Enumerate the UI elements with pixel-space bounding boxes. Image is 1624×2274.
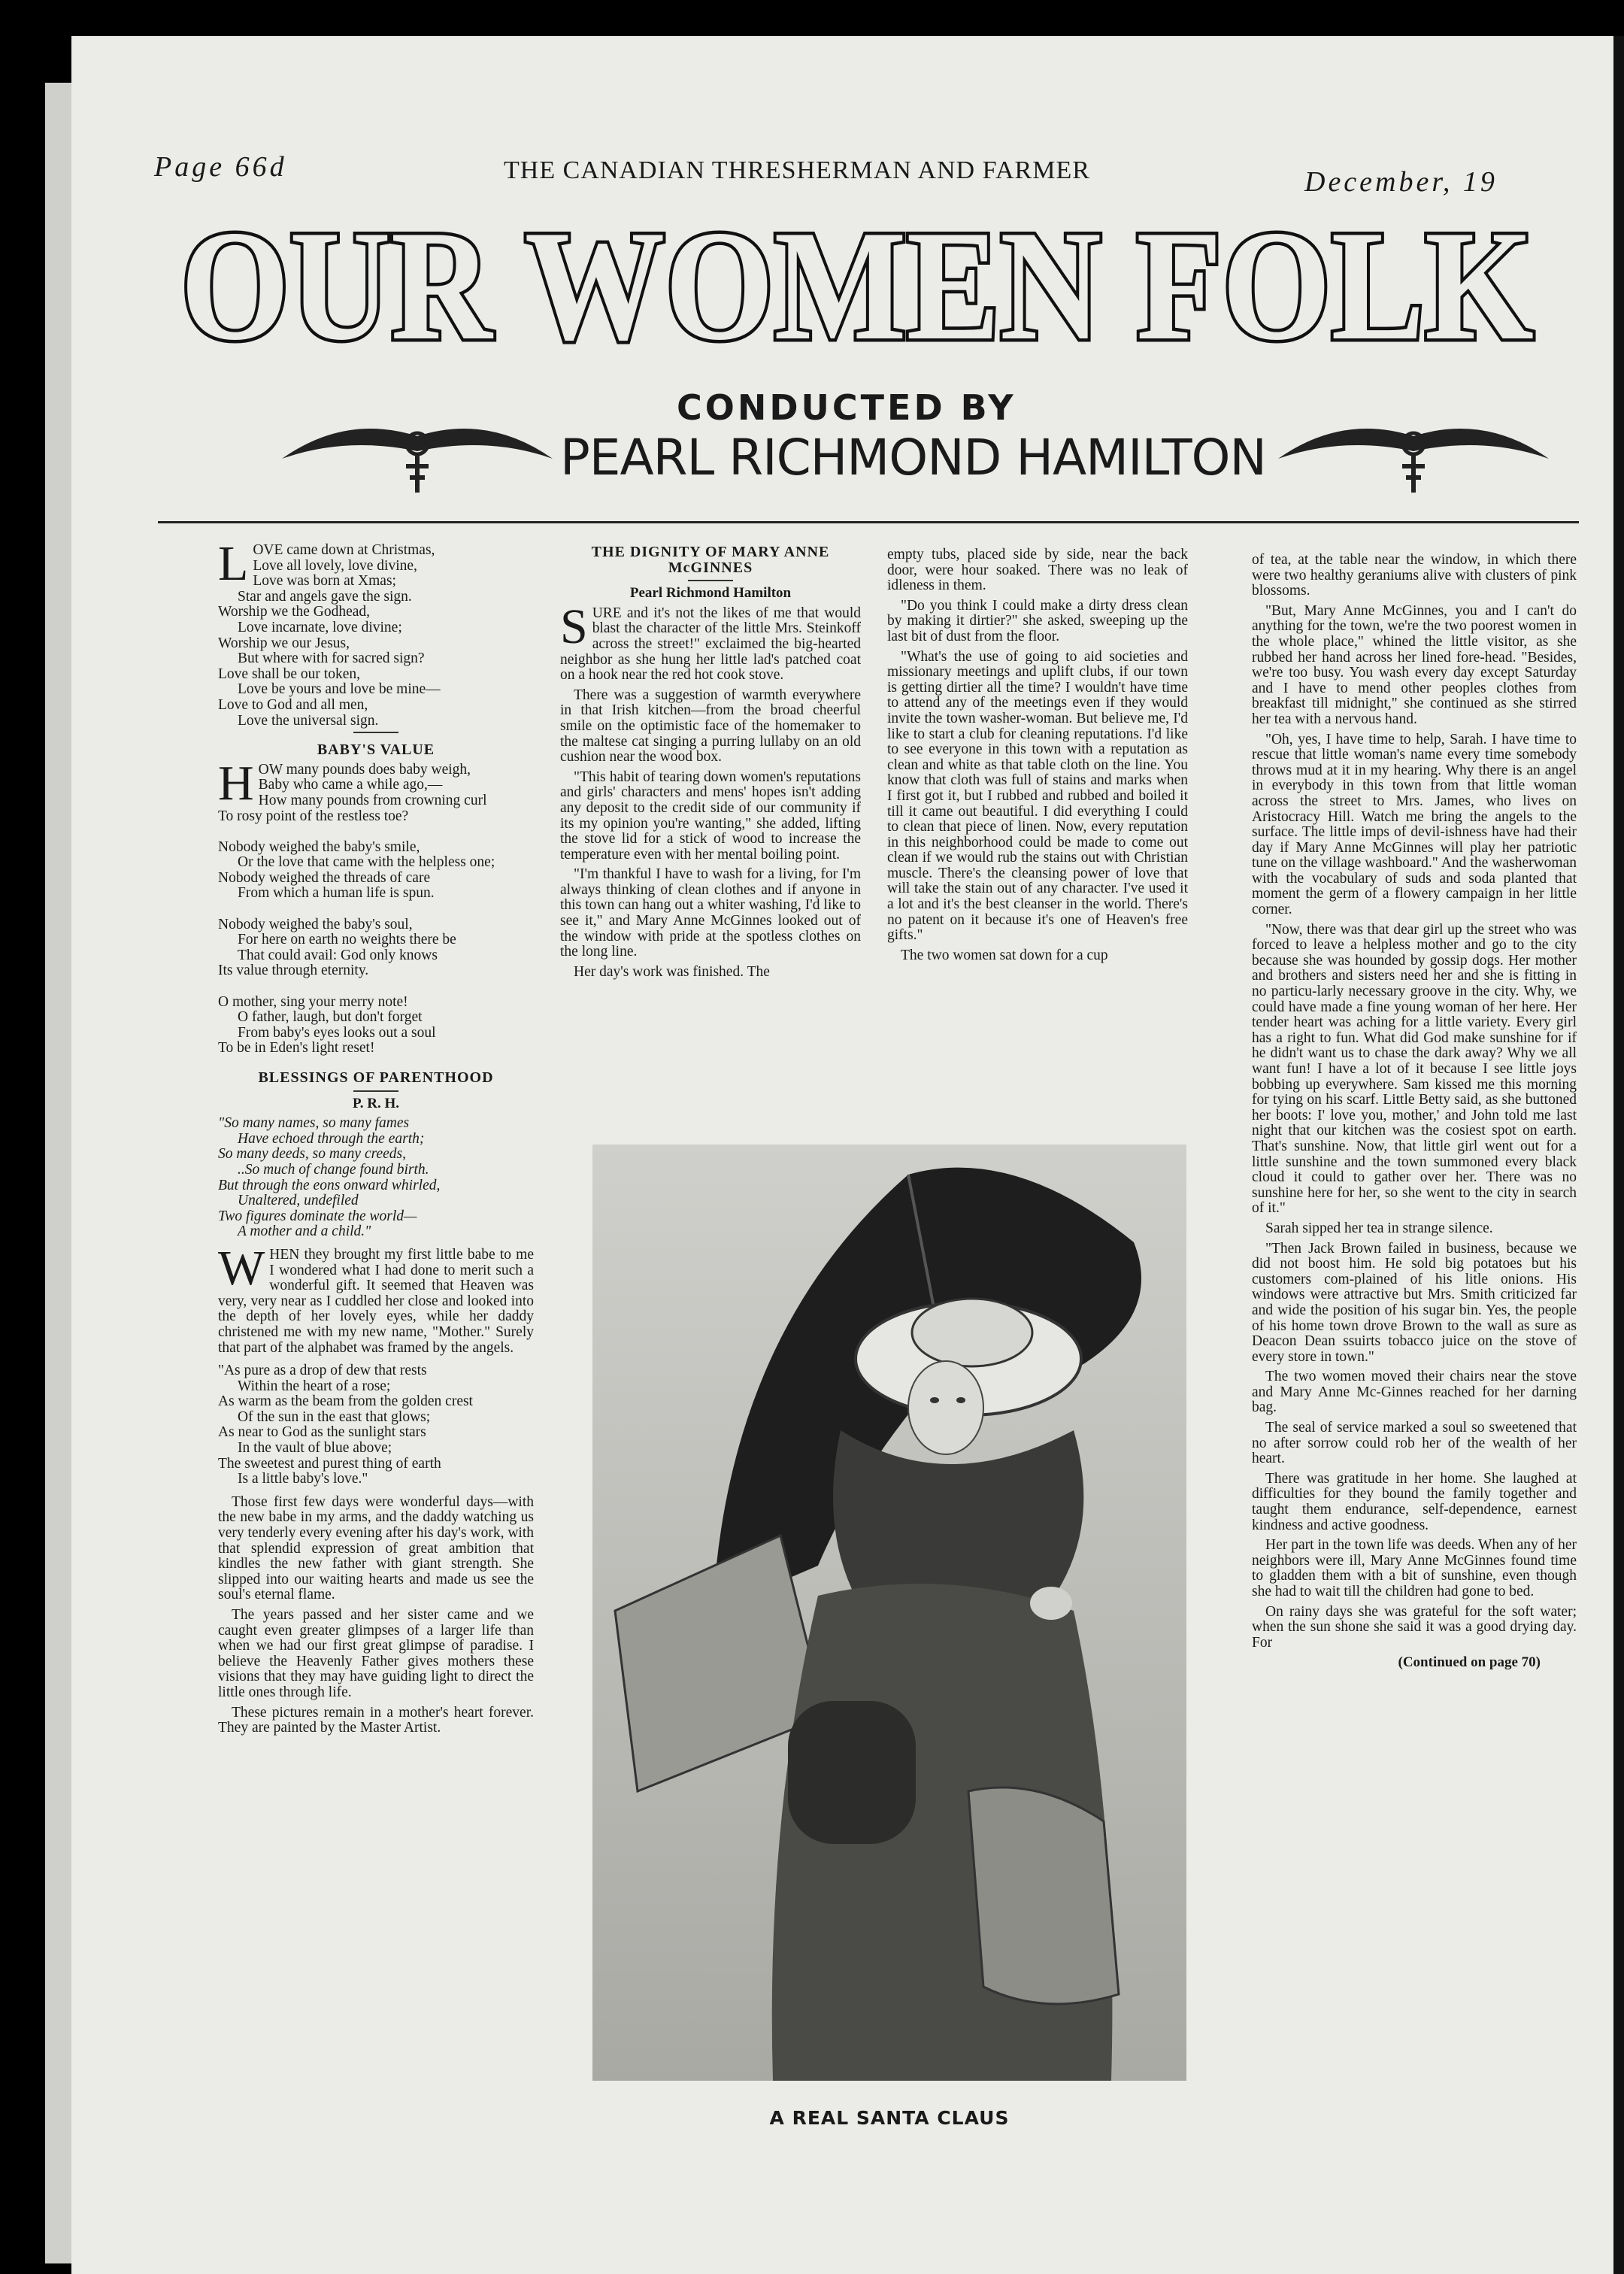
blessings-byline: P. R. H. [352,1095,400,1111]
poem-line: Nobody weighed the baby's smile, [218,838,420,855]
poem-line: Love be yours and love be mine— [238,681,441,698]
section-rule [353,1090,398,1092]
column-1 [218,536,534,1741]
babys-value-poem [218,755,534,1057]
paragraph: Sarah sipped her tea in strange silence. [1265,1220,1493,1236]
drop-cap: S [560,599,588,654]
poem-line: Worship we the Godhead, [218,604,371,620]
paragraph-text: URE and it's not the likes of me that would blast the character of the little Mrs. Steinkoff across the street!" exclaimed the big-hearted neighbor as she hung her little lad's patched coat on a hook near the red hot cook stove. [560,605,861,684]
poem-line: How many pounds from crowning curl [258,792,487,808]
column-4 [1252,553,1577,1671]
paragraph: On rainy days she was grateful for the soft water; when the sun shone she said it was a good drying day. For [1252,1603,1577,1651]
poem-line: In the vault of blue above; [238,1440,392,1457]
paragraph [218,1240,534,1356]
poem-line: For here on earth no weights there be [238,932,456,948]
conducted-by: CONDUCTED BY [677,387,1017,428]
header-rule [158,521,1579,523]
paragraph: The two women moved their chairs near the stove and Mary Anne Mc-Ginnes reached for her darning bag. [1252,1369,1577,1416]
page-gutter [1613,36,1624,2274]
paragraph [560,599,861,684]
poem-line: But where with for sacred sign? [238,650,425,667]
article-byline: Pearl Richmond Hamilton [629,585,792,602]
running-head [0,128,1624,198]
poem-line: Two figures dominate the world— [218,1208,417,1224]
poem-line: ..So much of change found birth. [238,1161,429,1178]
poem-line: Have echoed through the earth; [238,1130,425,1147]
paragraph-text: HEN they brought my first little babe to me I wondered what I had done to merit such a wonderful gift. It seemed that Heaven was very, very near as I cuddled her close and looked into the depth of her lovely eyes, while her daddy christened me with my new name, "Mother." Surely that part of the alphabet was framed by the angels. [218,1246,534,1356]
drop-cap: W [218,1240,265,1296]
issue-date: December, 19 [1304,166,1498,198]
poem-line: "As pure as a drop of dew that rests [218,1363,427,1379]
poem-line: From which a human life is spun. [238,885,435,902]
drop-cap: L [218,536,249,591]
right-ornament [1274,406,1553,496]
paragraph: The two women sat down for a cup [901,947,1108,963]
paragraph: The years passed and her sister came and we caught even greater glimpses of a larger life than when we had our first great glimpse of paradise. I believe the Heavenly Father gives mothers these visions that they may have guiding light to direct the little ones through life. [218,1607,534,1700]
paragraph: "This habit of tearing down women's reputations and girls' characters and mens' hopes isn't adding any deposit to the credit side of our community if its my opinion you're wanting," she added, lifting the stove lid for a stick of wood to increase the temperature even with her mental boiling point. [560,769,861,863]
poem-line: Of the sun in the east that glows; [238,1408,431,1425]
continued-note: (Continued on page 70) [1398,1654,1541,1671]
poem-line: O mother, sing your merry note! [218,993,408,1010]
poem-line: Within the heart of a rose; [238,1378,391,1394]
poem-line: O father, laugh, but don't forget [238,1009,423,1026]
drop-cap: H [218,755,254,811]
poem-line: From baby's eyes looks out a soul [238,1024,436,1041]
paragraph: empty tubs, placed side by side, near the back door, were hour soaked. There was no leak of idleness in them. [887,547,1188,594]
paragraph: "Now, there was that dear girl up the street who was forced to leave a helpless mother and go to the city because she was hounded by gossip dogs. Her mother and brothers and sisters need her and she is fitting in no particu-larly necessary groove in the city. Why, we could have made a fine young woman of her here. Her tender heart was aching for a little variety. Every girl has a right to fun. What did God make sunshine for if he didn't want us to chase the dark away? Why we all want fun! I have a lot of it because I see little joys bobbing up everywhere. Sam kissed me this morning for tying on his scarf. Little Betty said, as she buttoned her boots: I' love you, mother,' and John told me last night that our kitchen was the cosiest spot on earth. That's sunshine. Now, that little girl went out for a little sunshine and the town summoned every black cloud it could to gather over her. There was no sunshine here for her, so she went to the city in search of it." [1252,921,1577,1217]
column-author: PEARL RICHMOND HAMILTON [560,429,1266,487]
poem-line: OVE came down at Christmas, [253,542,435,558]
poem-line: Nobody weighed the baby's soul, [218,916,413,932]
poem-line: Nobody weighed the threads of care [218,869,431,886]
poem-line: "So many names, so many fames [218,1115,410,1132]
paragraph: There was gratitude in her home. She laughed at difficulties for they bound the family together and taught them endurance, self-dependence, earnest kindness and active goodness. [1252,1470,1577,1533]
poem-line: But through the eons onward whirled, [218,1177,441,1193]
paragraph: These pictures remain in a mother's heart forever. They are painted by the Master Artist. [218,1704,534,1736]
poem-line: OW many pounds does baby weigh, [258,761,471,778]
article-heading: THE DIGNITY OF MARY ANNE McGINNES [591,544,830,576]
poem-line: That could avail: God only knows [238,947,438,963]
paragraph: "But, Mary Anne McGinnes, you and I can't do anything for the town, we're the two poorest women in the whole place," whined the little visitor, as she rubbed her hand across her lined fore-head. "Besides, we're too busy. You wash every day except Saturday and I have to mend other peoples clothes from breakfast till midnight," she continued as she stirred her tea with a nervous hand. [1252,602,1577,727]
poem-line: Is a little baby's love." [238,1471,368,1487]
stanza-break [218,979,534,995]
section-rule [688,580,733,581]
stanza-break [218,902,534,917]
paragraph: "Do you think I could make a dirty dress clean by making it dirtier?" she asked, sweeping up the last bit of dust from the floor. [887,597,1188,644]
poem-line: Love all lovely, love divine, [253,557,417,574]
poem-line: Love to God and all men, [218,696,368,713]
paragraph: Those first few days were wonderful days—with the new babe in my arms, and the daddy watching us very tenderly every evening after his day's work, with that splendid expression of great ambition that kindles the new father with giant strength. She slipped into our waiting hearts and made us see the soul's eternal flame. [218,1493,534,1603]
babys-value-heading: BABY'S VALUE [317,741,435,759]
poem-lines [218,536,534,729]
poem-line: Unaltered, undefiled [238,1193,359,1209]
paragraph: of tea, at the table near the window, in which there were two healthy geraniums alive with clusters of pink blossoms. [1252,552,1577,599]
photograph [592,1145,1186,2081]
paragraph: There was a suggestion of warmth everywhere in that Irish kitchen—from the broad cheerful smile on the optimistic face of the homemaker to the maltese cat singing a purring lullaby on an old cushion near the wood box. [560,687,861,766]
poem-line: To rosy point of the restless toe? [218,808,409,824]
poem-lines [218,1363,534,1487]
paragraph: Her day's work was finished. The [574,963,770,980]
poem-line: To be in Eden's light reset! [218,1040,375,1057]
stanza-break [218,824,534,840]
section-rule [353,732,398,733]
poem-line: Love the universal sign. [238,712,379,729]
poem-line: Worship we our Jesus, [218,635,350,651]
poem-line: A mother and a child." [238,1223,371,1240]
column-3 [887,547,1188,968]
epigraph [218,1116,534,1240]
poem-line: Love incarnate, love divine; [238,619,402,635]
paragraph: "I'm thankful I have to wash for a living, for I'm always thinking of clean clothes and if anyone in this town can hang out a whiter washing, I'd like to see it," and Mary Anne McGinnes looked out of the window with pride at the spotless clothes on the long line. [560,866,861,960]
poem-line: Love was born at Xmas; [253,573,396,590]
poem-line: As warm as the beam from the golden crest [218,1393,473,1410]
paragraph: Her part in the town life was deeds. When any of her neighbors were ill, Mary Anne McGinnes found time to gladden them with a bit of sunshine, even though she had to wait till the children had gone to bed. [1252,1537,1577,1599]
paragraph: "What's the use of going to aid societies and missionary meetings and uplift clubs, if our town is getting dirtier all the time? I wouldn't have time to attend any of the meetings even if they would invite the town washer-woman. But believe me, I'd like to start a club for cleaning reputations. I'd like to see everyone in this town with a reputation as clean and white as that table cloth on the line. You know that cloth was full of stains and marks when I first got it, but I rubbed and rubbed and boiled it till it came out beautiful. I did everything I could to clean that piece of linen. Now, every reputation in this neighborhood could be made to come out clean if we would rub the stains out with Christian muscle. There's the cleansing power of love that will take the stain out of any character. I've used it a lot and it's the best cleanser in the world. There's no patent on it because it's one of Heaven's free gifts." [887,648,1188,944]
poem-line: The sweetest and purest thing of earth [218,1455,441,1472]
paragraph: "Then Jack Brown failed in business, because we did not boost him. He sold big potatoes but his customers com-plained of his litle onions. His windows were attractive but Mrs. Smith criticized far and wide the position of his sugar bin. Yes, the people of his home town drove Brown to the wall as sure as Deacon Dean ssuirts tobacco juice on the stove of every store in town." [1252,1240,1577,1365]
paragraph: The seal of service marked a soul so sweetened that no after sorrow could rob her of the wealth of her heart. [1252,1420,1577,1467]
publication-title: THE CANADIAN THRESHERMAN AND FARMER [504,156,1090,184]
paragraph: "Oh, yes, I have time to help, Sarah. I have time to rescue that little woman's name every time somebody throws mud at it in my hearing. Why there is an angel in everybody in this town from that little woman across the street to Mrs. James, who lives on Aristocracy Hill. Watch me bring the angels to the surface. The little imps of devil-ishness have had their day if Mary Anne McGinnes will play her patriotic tune on the village washboard." And the washerwoman with the vocabulary of suds and soda planted that moment the germ of a flowery campaign in her little corner. [1252,731,1577,918]
poem-line: Star and angels gave the sign. [238,588,412,605]
column-2 [560,543,861,984]
masthead-title-text: OUR WOMEN FOLK [180,199,1534,373]
blessings-heading: BLESSINGS OF PARENTHOOD [258,1069,494,1086]
christmas-poem [218,536,534,729]
poem-line: Baby who came a while ago,— [258,777,443,793]
poem-line: Its value through eternity. [218,963,369,979]
page-number: Page 66d [154,151,287,183]
left-ornament [278,406,556,496]
masthead-title [165,188,1549,373]
photo-woman-with-umbrella [592,1145,1186,2081]
poem-lines [218,755,534,1057]
photo-caption: A REAL SANTA CLAUS [769,2107,1010,2129]
poem-line: Or the love that came with the helpless one; [238,854,495,871]
poem-line: As near to God as the sunlight stars [218,1424,426,1441]
poem-line: So many deeds, so many creeds, [218,1146,407,1163]
poem-line: Love shall be our token, [218,666,360,682]
